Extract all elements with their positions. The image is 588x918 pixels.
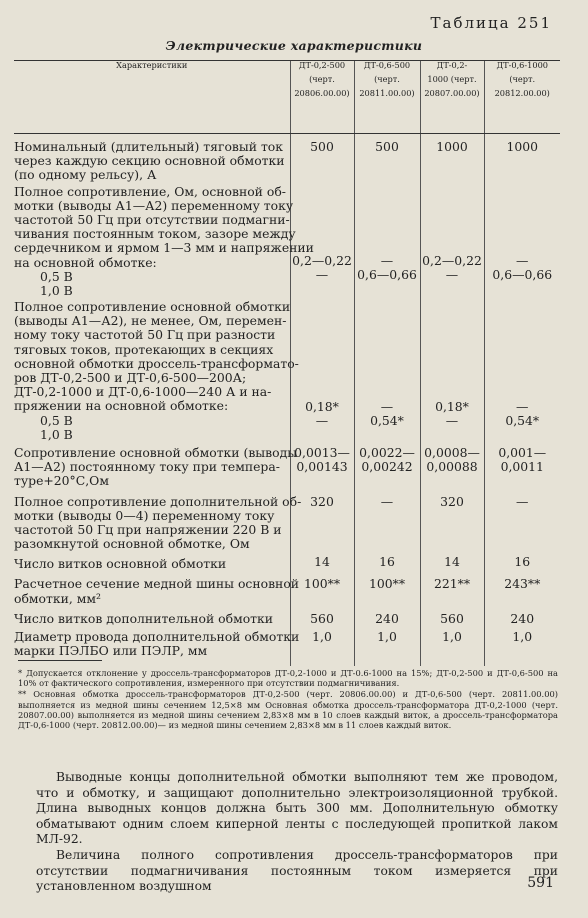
value-cell: — 0,54*: [484, 298, 560, 442]
footnote-divider: [18, 660, 102, 661]
value-cell: 0,001— 0,0011: [484, 442, 560, 489]
table-row: [14, 606, 560, 626]
value-cell: 500: [290, 134, 354, 183]
table-row: [14, 489, 560, 552]
table-row: [14, 442, 560, 489]
value-cell: 1,0: [420, 626, 484, 666]
value-cell: 243**: [484, 571, 560, 605]
value-cell: —: [484, 489, 560, 552]
table-row: [14, 183, 560, 299]
row-description: Полное сопротивление, Ом, основной об- мотки (выводы А1—А2) переменному току частотой 50 Гц при отсутствии подмагни- чивания постоянным током, зазоре между сердечником и ярмом 1—3 мм и напряжении на основной обмотке: 0,5 В 1,0 В: [14, 183, 314, 298]
body-text: [36, 770, 558, 895]
value-cell: 560: [290, 606, 354, 626]
value-cell: 500: [354, 134, 420, 183]
header-characteristic: Характеристики: [14, 61, 290, 134]
value-cell: — 0,6—0,66: [354, 183, 420, 299]
row-description: Диаметр провода дополнительной обмотки марки ПЭЛБО или ПЭЛР, мм: [14, 629, 300, 659]
value-cell: 100**: [354, 571, 420, 605]
value-cell: 16: [484, 551, 560, 571]
header-type-1: ДТ-0,2-500 (черт. 20806.00.00): [290, 61, 354, 134]
page-number: 591: [527, 875, 554, 891]
table-row: [14, 551, 560, 571]
value-cell: — 0,6—0,66: [484, 183, 560, 299]
value-cell: 240: [484, 606, 560, 626]
value-cell: 320: [420, 489, 484, 552]
row-description: Полное сопротивление основной обмотки (выводы А1—А2), не менее, Ом, перемен- ному току частотой 50 Гц при разности тяговых токов, протекающих в секциях основной обмотки дроссель-трансформато- ров ДТ-0,2-500 и ДТ-0,6-500—200А; ДТ-0,2-1000 и ДТ-0,6-1000—240 А и на- пряжении на основной обмотке: 0,5 В 1,0 В: [14, 299, 299, 442]
value-cell: 1000: [484, 134, 560, 183]
value-cell: 1,0: [484, 626, 560, 666]
value-cell: 0,0008— 0,00088: [420, 442, 484, 489]
value-cell: 0,0013— 0,00143: [290, 442, 354, 489]
footnote-1: * Допускается отклонение у дроссель-трансформаторов ДТ-0,2-1000 и ДТ-0.6-1000 на 15%; ДТ-0,2-500 и ДТ-0,6-500 на 10% от фактического сопротивления, измеренного при отсутствии подмагничивания.: [18, 668, 558, 689]
value-cell: 1,0: [290, 626, 354, 666]
value-cell: 1,0: [354, 626, 420, 666]
table-header-row: [14, 61, 560, 134]
value-cell: 1000: [420, 134, 484, 183]
paragraph: Величина полного сопротивления дроссель-трансформаторов при отсутствии подмагничивания постоянным током измеряется при установленном воздушном: [36, 847, 558, 894]
table-row: [14, 134, 560, 183]
value-cell: 16: [354, 551, 420, 571]
paragraph: Выводные концы дополнительной обмотки выполняют тем же проводом, что и обмотку, и защищают дополнительно электроизоляционной трубкой. Длина выводных концов должна быть 300 мм. Дополнительную обмотку обматывают одним слоем киперной ленты с последующей пропиткой лаком МЛ-92.: [36, 770, 558, 847]
table-label: Таблица 251: [430, 14, 552, 32]
value-cell: 100**: [290, 571, 354, 605]
value-cell: 221**: [420, 571, 484, 605]
row-description: Сопротивление основной обмотки (выводы А1—А2) постоянному току при темпера- туре+20°С,Ом: [14, 444, 298, 489]
table-title: Электрические характеристики: [165, 38, 423, 53]
value-cell: 14: [290, 551, 354, 571]
value-cell: 320: [290, 489, 354, 552]
value-cell: — 0,54*: [354, 298, 420, 442]
value-cell: 0,18* —: [290, 298, 354, 442]
row-description: Расчетное сечение медной шины основной обмотки, мм²: [14, 576, 300, 606]
table-row: [14, 298, 560, 442]
value-cell: 560: [420, 606, 484, 626]
value-cell: 0,2—0,22 —: [420, 183, 484, 299]
value-cell: 0,2—0,22 —: [290, 183, 354, 299]
header-type-3: ДТ-0,2- 1000 (черт. 20807.00.00): [420, 61, 484, 134]
value-cell: 0,0022— 0,00242: [354, 442, 420, 489]
row-description: Номинальный (длительный) тяговый ток через каждую секцию основной обмотки (по одному рельсу), А: [14, 139, 285, 183]
value-cell: 240: [354, 606, 420, 626]
value-cell: 0,18* —: [420, 298, 484, 442]
header-type-2: ДТ-0,6-500 (черт. 20811.00.00): [354, 61, 420, 134]
row-description: Число витков основной обмотки: [14, 556, 227, 572]
value-cell: 14: [420, 551, 484, 571]
footnotes: [18, 668, 558, 731]
footnote-2: ** Основная обмотка дроссель-трансформаторов ДТ-0,2-500 (черт. 20806.00.00) и ДТ-0,6-500 (черт. 20811.00.00) выполняется из медной шины сечением 12,5×8 мм Основная обмотка дроссель-трансформатора ДТ-0,2-1000 (черт. 20807.00.00) выполняется из медной шины сечением 2,83×8 мм в 10 слоев каждый виток, а дроссель-трансформатора ДТ-0,6-1000 (черт. 20812.00.00)— из медной шины сечением 2,83×8 мм в 11 слоев каждый виток.: [18, 689, 558, 731]
value-cell: —: [354, 489, 420, 552]
row-description: Полное сопротивление дополнительной об- мотки (выводы 0—4) переменному току частотой 50 Гц при напряжении 220 В и разомкнутой основной обмотке, Ом: [14, 493, 302, 552]
table-row: [14, 571, 560, 605]
header-type-4: ДТ-0,6-1000 (черт. 20812.00.00): [484, 61, 560, 134]
characteristics-table: [14, 60, 560, 666]
row-description: Число витков дополнительной обмотки: [14, 610, 274, 626]
